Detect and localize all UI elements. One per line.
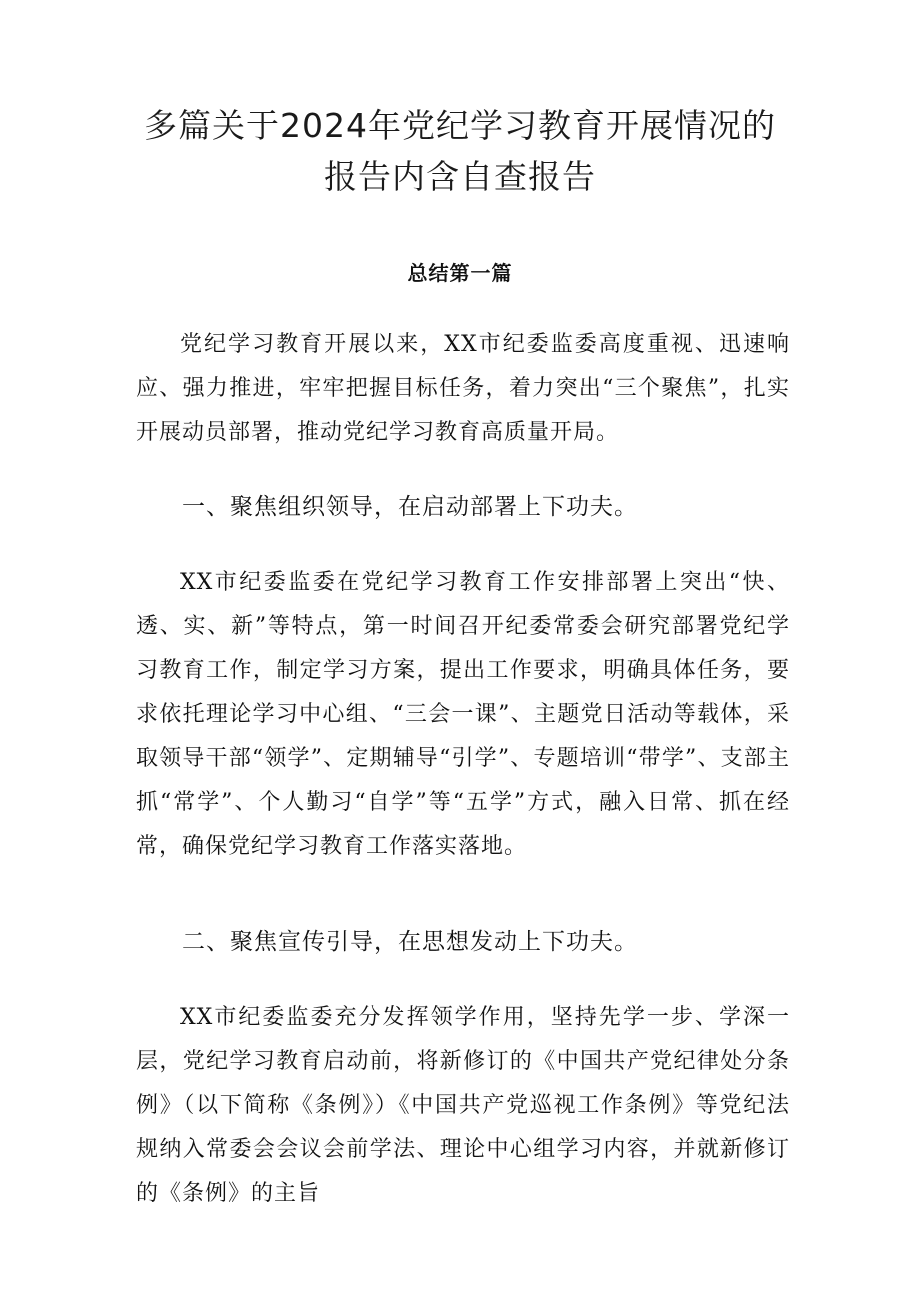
body-paragraph-1: 党纪学习教育开展以来，XX市纪委监委高度重视、迅速响应、强力推进，牢牢把握目标任务，着力突出“三个聚焦”，扎实开展动员部署，推动党纪学习教育高质量开局。 xyxy=(136,332,790,445)
section-heading-2: 二、聚焦宣传引导，在思想发动上下功夫。 xyxy=(182,929,638,955)
body-paragraph-2: XX市纪委监委在党纪学习教育工作安排部署上突出“快、透、实、新”等特点，第一时间召开纪委常委会研究部署党纪学习教育工作，制定学习方案，提出工作要求，明确具体任务，要求依托理论学习中心组、“三会一课”、主题党日活动等载体，采取领导干部“领学”、定期辅导“引学”、专题培训“带学”、支部主抓“常学”、个人勤习“自学”等“五学”方式，融入日常、抓在经常，确保党纪学习教育工作落实落地。 xyxy=(136,570,790,859)
section-heading-1: 一、聚焦组织领导，在启动部署上下功夫。 xyxy=(182,494,638,520)
section-title: 总结第一篇 xyxy=(407,261,513,285)
body-paragraph-3: XX市纪委监委充分发挥领学作用，坚持先学一步、学深一层，党纪学习教育启动前，将新修订的《中国共产党纪律处分条例》（以下简称《条例》）《中国共产党巡视工作条例》等党纪法规纳入常委会会议会前学法、理论中心组学习内容，并就新修订的《条例》的主旨 xyxy=(136,1005,790,1206)
document-title-line-1: 多篇关于2024年党纪学习教育开展情况的 xyxy=(144,106,776,145)
document-title-line-2: 报告内含自查报告 xyxy=(324,157,596,196)
